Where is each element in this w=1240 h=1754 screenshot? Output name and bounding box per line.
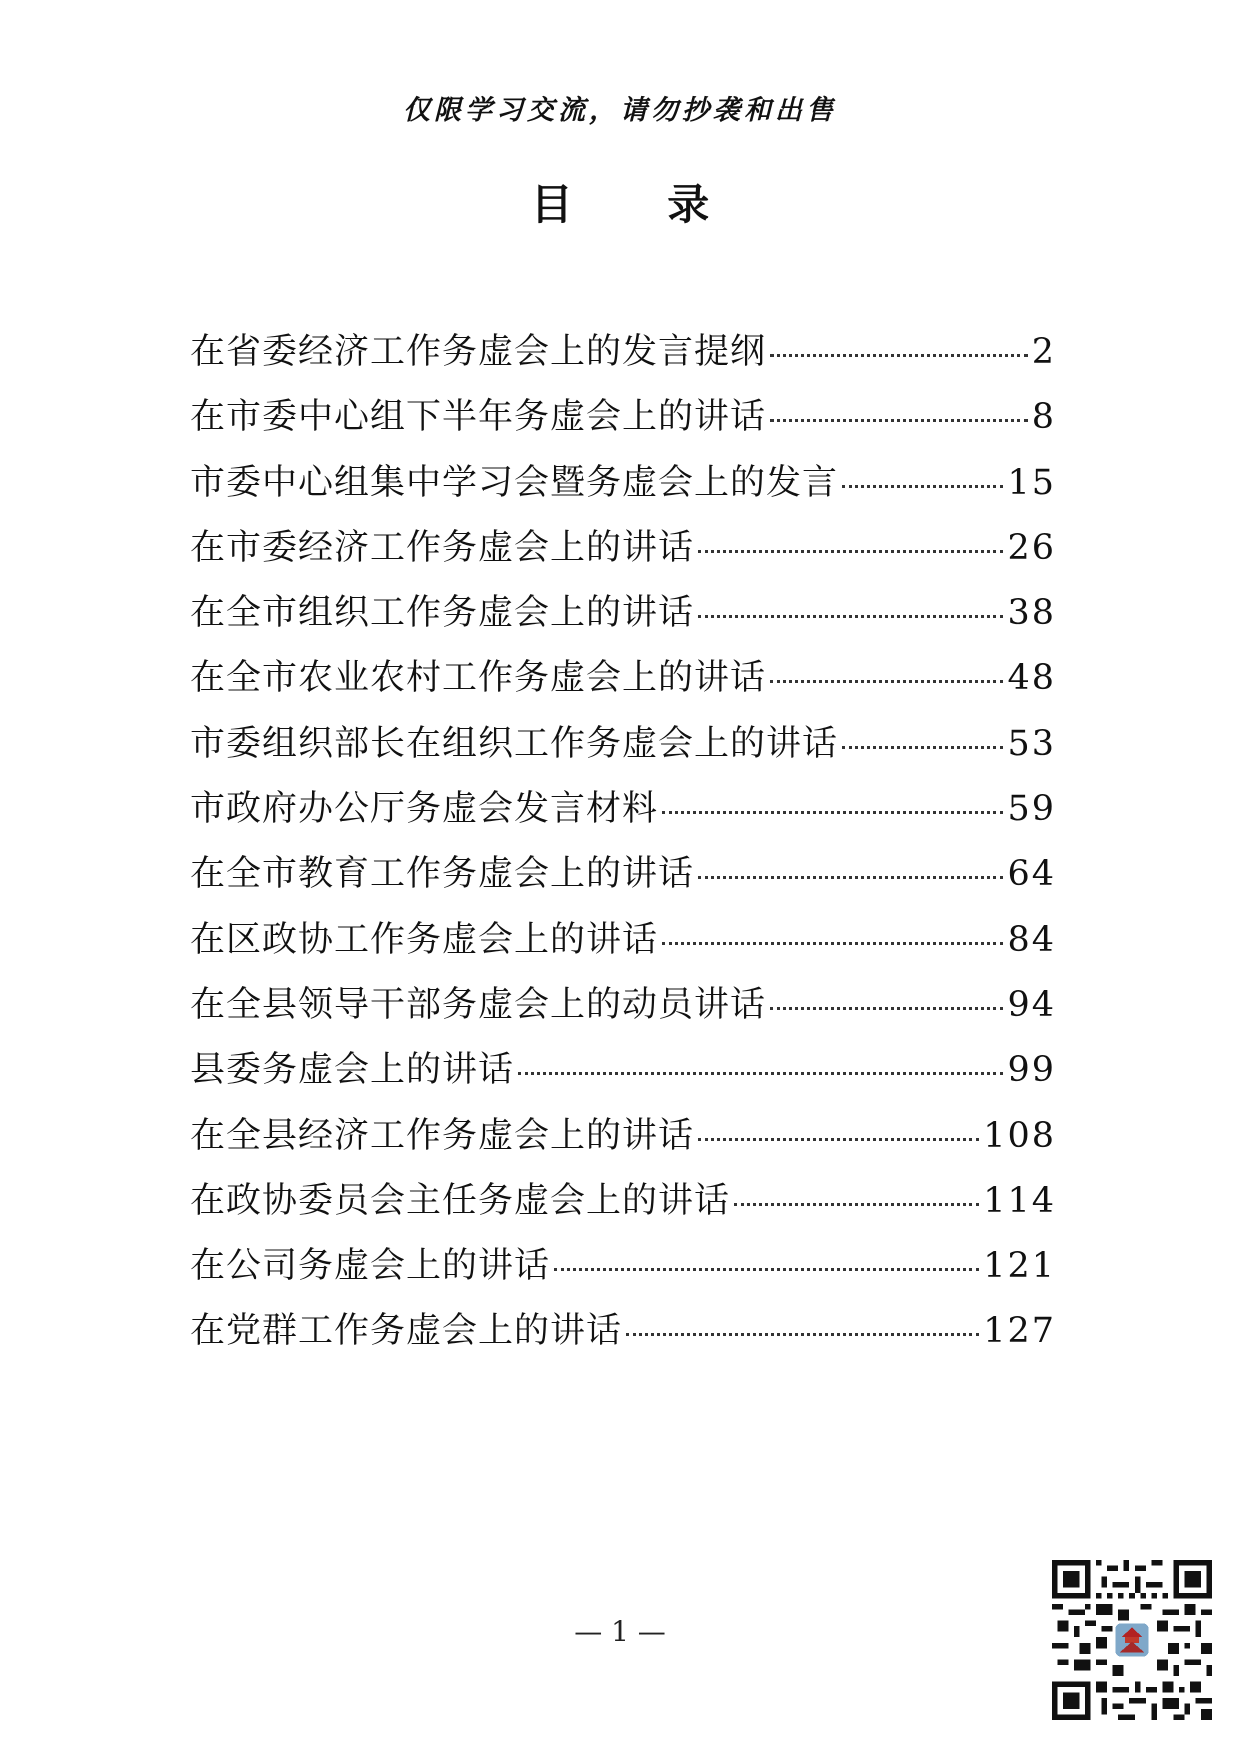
dot-leader: [698, 550, 1003, 553]
toc-entry[interactable]: [190, 581, 1056, 646]
toc-entry-title: 在市委中心组下半年务虚会上的讲话: [190, 397, 767, 438]
toc-entry-title: 在市委经济工作务虚会上的讲话: [190, 527, 695, 568]
toc-entry[interactable]: [190, 451, 1056, 516]
dot-leader: [626, 1333, 979, 1336]
toc-entry[interactable]: [190, 712, 1056, 777]
toc-page-number: 2: [1031, 332, 1056, 372]
toc-page-number: 114: [983, 1180, 1056, 1221]
toc-entry-title: 市委中心组集中学习会暨务虚会上的发言: [190, 462, 839, 503]
qr-code-icon: [1052, 1560, 1212, 1720]
toc-entry-title: 在全市教育工作务虚会上的讲话: [190, 854, 695, 895]
toc-page-number: 127: [983, 1311, 1056, 1352]
toc-page-number: 38: [1007, 593, 1056, 634]
dot-leader: [518, 1072, 1003, 1075]
toc-page-number: 108: [983, 1115, 1056, 1156]
page-number-footer: — 1 —: [574, 1615, 666, 1648]
toc-entry-title: 在政协委员会主任务虚会上的讲话: [190, 1180, 731, 1221]
toc-entry[interactable]: [190, 1038, 1056, 1103]
toc-entry[interactable]: [190, 320, 1056, 385]
toc-page-number: 94: [1007, 984, 1056, 1025]
dot-leader: [698, 615, 1003, 618]
toc-entry[interactable]: [190, 646, 1056, 711]
dot-leader: [662, 811, 1003, 814]
toc-page-number: 26: [1007, 527, 1056, 568]
toc-entry-title: 在全县经济工作务虚会上的讲话: [190, 1115, 695, 1156]
toc-page-number: 59: [1007, 789, 1056, 830]
toc-entry[interactable]: [190, 1104, 1056, 1169]
toc-page-number: 48: [1007, 658, 1056, 699]
toc-entry-title: 在省委经济工作务虚会上的发言提纲: [190, 332, 767, 372]
dot-leader: [662, 942, 1003, 945]
toc-entry[interactable]: [190, 842, 1056, 907]
dot-leader: [698, 876, 1003, 879]
toc-page-number: 15: [1007, 462, 1056, 503]
table-of-contents: [190, 320, 1056, 1365]
toc-page-number: 84: [1007, 919, 1056, 960]
toc-entry-title: 市委组织部长在组织工作务虚会上的讲话: [190, 723, 839, 764]
toc-entry-title: 在区政协工作务虚会上的讲话: [190, 919, 659, 960]
toc-entry[interactable]: [190, 385, 1056, 450]
toc-entry[interactable]: [190, 1234, 1056, 1299]
toc-entry-title: 县委务虚会上的讲话: [190, 1050, 515, 1091]
toc-page-number: 53: [1007, 723, 1056, 764]
toc-entry-title: 在公司务虚会上的讲话: [190, 1246, 551, 1287]
toc-page-number: 64: [1007, 854, 1056, 895]
dot-leader: [734, 1203, 979, 1206]
dot-leader: [698, 1138, 979, 1141]
dot-leader: [554, 1268, 979, 1271]
toc-page-number: 121: [983, 1246, 1056, 1287]
toc-page-number: 99: [1007, 1050, 1056, 1091]
dot-leader: [770, 1007, 1003, 1010]
toc-entry-title: 在全县领导干部务虚会上的动员讲话: [190, 984, 767, 1025]
toc-entry-title: 在全市组织工作务虚会上的讲话: [190, 593, 695, 634]
dot-leader: [770, 354, 1028, 357]
toc-entry[interactable]: [190, 777, 1056, 842]
dot-leader: [842, 746, 1003, 749]
toc-entry-title: 市政府办公厅务虚会发言材料: [190, 789, 659, 830]
toc-entry-title: 在全市农业农村工作务虚会上的讲话: [190, 658, 767, 699]
toc-entry-title: 在党群工作务虚会上的讲话: [190, 1311, 623, 1352]
toc-entry[interactable]: [190, 516, 1056, 581]
toc-entry[interactable]: [190, 908, 1056, 973]
header-note: 仅限学习交流，请勿抄袭和出售: [403, 95, 837, 126]
toc-entry[interactable]: [190, 973, 1056, 1038]
dot-leader: [770, 419, 1028, 422]
page-title: 目 录: [530, 180, 750, 229]
dot-leader: [842, 485, 1003, 488]
toc-page-number: 8: [1031, 397, 1056, 438]
toc-entry[interactable]: [190, 1299, 1056, 1364]
dot-leader: [770, 680, 1003, 683]
toc-entry[interactable]: [190, 1169, 1056, 1234]
